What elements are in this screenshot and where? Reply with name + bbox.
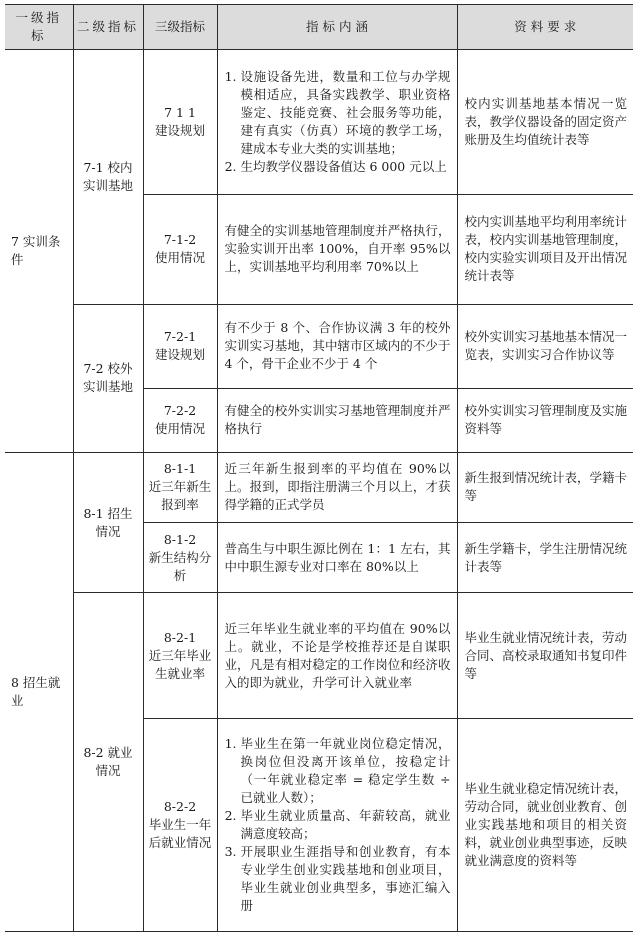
level2-cell: 7-1 校内实训基地 xyxy=(73,50,143,305)
indicator-table xyxy=(5,4,633,932)
content-cell: 有不少于 8 个、合作协议满 3 年的校外实训实习基地，其中辖市区域内的不少于 4 个，骨干企业不少于 4 个 xyxy=(217,304,457,388)
content-item: 3. 开展职业生涯指导和创业教育，有本专业学生创业实践基地和创业项目，毕业生就业创业典型多，事迹汇编入册 xyxy=(241,843,451,915)
indicator-name: 建设规划 xyxy=(154,347,205,363)
indicator-code: 7-2-2 xyxy=(163,403,197,419)
indicator-code: 8-1-1 xyxy=(163,461,197,477)
table-row xyxy=(5,304,633,388)
content-cell: 普高生与中职生源比例在 1：1 左右，其中中职生源专业对口率在 80%以上 xyxy=(217,523,457,593)
level3-cell xyxy=(143,50,217,195)
indicator-code: 8-1-2 xyxy=(163,531,197,547)
indicator-name: 毕业生一年后就业情况 xyxy=(148,817,212,851)
content-item: 2. 生均教学仪器设备值达 6 000 元以上 xyxy=(241,158,451,176)
content-cell: 近三年新生报到率的平均值在 90%以上。报到，即指注册满三个月以上，才获得学籍的正式学员 xyxy=(217,452,457,522)
level3-cell xyxy=(143,388,217,452)
indicator-name: 新生结构分析 xyxy=(148,549,212,583)
level3-cell xyxy=(143,452,217,522)
level3-cell xyxy=(143,593,217,719)
materials-cell: 校外实训实习基地基本情况一览表，实训实习合作协议等 xyxy=(457,304,633,388)
materials-cell: 新生报到情况统计表，学籍卡等 xyxy=(457,452,633,522)
header-level3: 三级指标 xyxy=(143,5,217,50)
content-cell xyxy=(217,50,457,195)
indicator-name: 近三年毕业生就业率 xyxy=(148,647,212,681)
level2-cell: 7-2 校外实训基地 xyxy=(73,304,143,452)
level3-cell xyxy=(143,523,217,593)
indicator-code: 7 1 1 xyxy=(164,105,196,121)
materials-cell: 校外实训实习管理制度及实施资料等 xyxy=(457,388,633,452)
indicator-code: 7-1-2 xyxy=(163,232,197,248)
indicator-code: 7-2-1 xyxy=(163,329,197,345)
materials-cell: 校内实训基地平均利用率统计表，校内实训基地管理制度，校内实验实训项目及开出情况统计表等 xyxy=(457,195,633,304)
header-level2: 二级指标 xyxy=(73,5,143,50)
indicator-name: 建设规划 xyxy=(154,123,205,139)
content-cell: 有健全的实训基地管理制度并严格执行，实验实训开出率 100%，自开率 95%以上，实训基地平均利用率 70%以上 xyxy=(217,195,457,304)
indicator-table-page xyxy=(5,4,633,932)
materials-cell: 毕业生就业稳定情况统计表，劳动合同，就业创业教育、创业实践基地和项目的相关资料，就业创业典型事迹，反映就业满意度的资料等 xyxy=(457,719,633,932)
level3-cell xyxy=(143,195,217,304)
level2-cell: 8-2 就业情况 xyxy=(73,593,143,932)
header-row xyxy=(5,5,633,50)
content-item: 2. 毕业生就业质量高、年薪较高，就业满意度较高； xyxy=(241,807,451,843)
materials-cell: 毕业生就业情况统计表，劳动合同、高校录取通知书复印件等 xyxy=(457,593,633,719)
header-materials: 资 料 要 求 xyxy=(457,5,633,50)
table-row xyxy=(5,50,633,195)
table-row xyxy=(5,452,633,522)
indicator-code: 8-2-1 xyxy=(163,629,197,645)
materials-cell: 校内实训基地基本情况一览表，教学仪器设备的固定资产账册及生均值统计表等 xyxy=(457,50,633,195)
indicator-name: 近三年新生报到率 xyxy=(148,479,212,513)
table-row xyxy=(5,593,633,719)
content-cell: 近三年毕业生就业率的平均值在 90%以上。就业，不论是学校推荐还是自谋职业，凡是有相对稳定的工作岗位和经济收入的即为就业，升学可计入就业率 xyxy=(217,593,457,719)
indicator-name: 使用情况 xyxy=(154,250,205,266)
content-cell xyxy=(217,719,457,932)
level2-cell: 8-1 招生情况 xyxy=(73,452,143,592)
indicator-name: 使用情况 xyxy=(154,421,205,437)
materials-cell: 新生学籍卡，学生注册情况统计表等 xyxy=(457,523,633,593)
level3-cell xyxy=(143,719,217,932)
content-cell: 有健全的校外实训实习基地管理制度并严格执行 xyxy=(217,388,457,452)
level1-cell: 7 实训条件 xyxy=(5,50,73,453)
header-content: 指 标 内 涵 xyxy=(217,5,457,50)
level3-cell xyxy=(143,304,217,388)
header-level1: 一级指标 xyxy=(5,5,73,50)
indicator-code: 8-2-2 xyxy=(163,799,197,815)
content-item: 1. 毕业生在第一年就业岗位稳定情况，换岗位但没离开该单位，按稳定计（一年就业稳定率 = 稳定学生数 ÷ 已就业人数）； xyxy=(241,735,451,807)
content-item: 1. 设施设备先进，数量和工位与办学规模相适应，具备实践教学、职业资格鉴定、技能竞赛、社会服务等功能，建有真实（仿真）环境的教学工场，建成本专业大类的实训基地； xyxy=(241,68,451,158)
level1-cell: 8 招生就业 xyxy=(5,452,73,931)
